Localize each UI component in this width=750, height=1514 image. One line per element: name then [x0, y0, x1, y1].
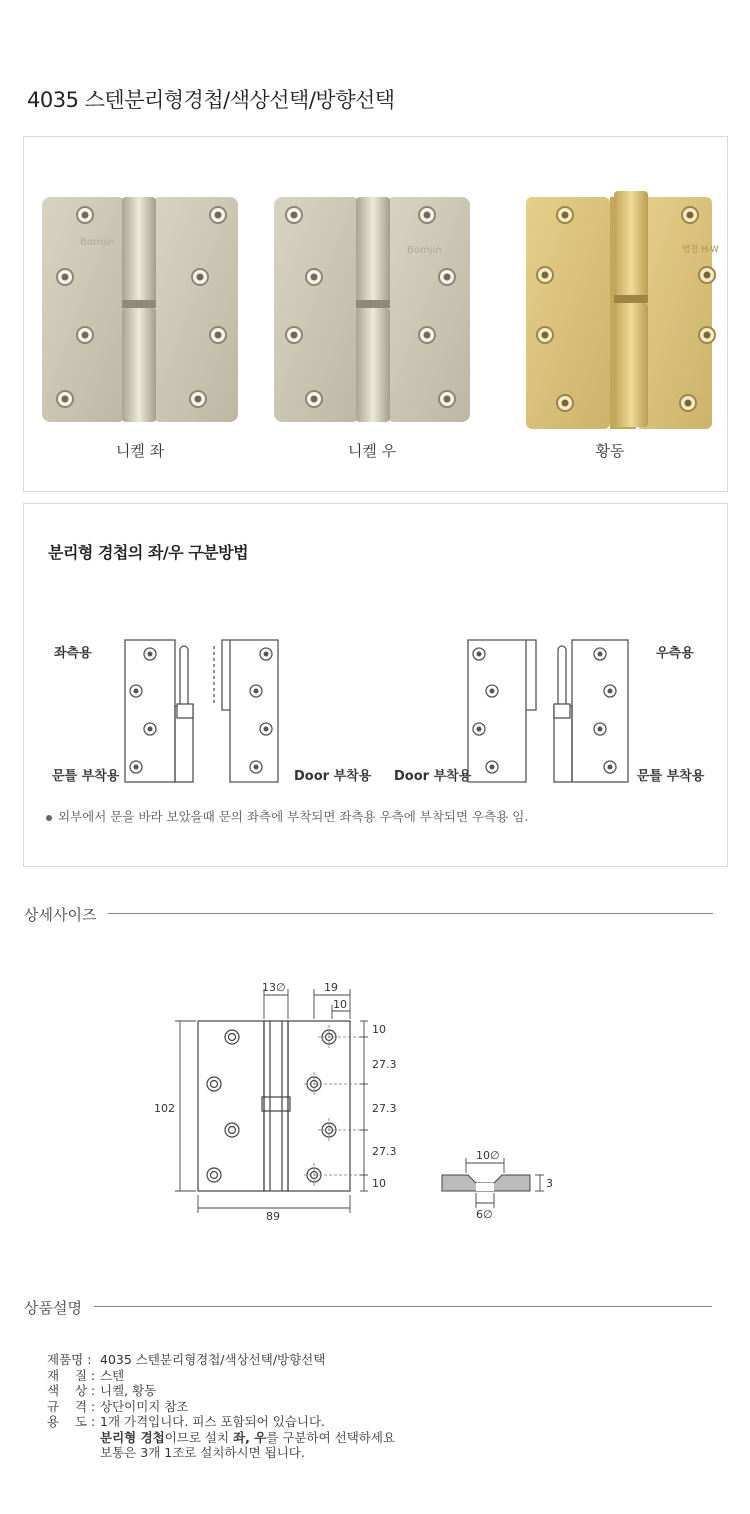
label-door-attach-right: Door 부착용: [394, 769, 472, 784]
dim-pin-13: 13∅: [262, 981, 286, 994]
section-heading-product: 상품설명: [24, 1299, 82, 1317]
dim-gap-1: 27.3: [372, 1058, 397, 1071]
label-right-use: 우측용: [656, 646, 694, 661]
options-panel: [23, 136, 728, 492]
spec-value: 상단이미지 참조: [100, 1398, 189, 1414]
spec-key: 색 상 :: [47, 1383, 96, 1398]
spec-row: [47, 1368, 395, 1384]
spec-key: 제품명 :: [47, 1352, 92, 1367]
hinge-nickel-right-image[interactable]: [272, 195, 472, 425]
hinge-nickel-left-image[interactable]: [40, 195, 240, 425]
spec-value: 4035 스텐분리형경첩/색상선택/방향선택: [100, 1352, 326, 1367]
spec-key: 규 격 :: [47, 1398, 96, 1414]
brand-mark: Bomjin: [407, 245, 442, 256]
section-divider: [94, 1306, 712, 1307]
right-use-diagram: [464, 634, 636, 786]
dim-width-10: 10: [333, 998, 347, 1011]
countersink-section: [442, 1149, 553, 1221]
left-right-guide-panel: [23, 503, 728, 867]
hinge-brass-image[interactable]: [502, 195, 719, 435]
guide-note-text: 외부에서 문을 바라 보았을때 문의 좌측에 부착되면 좌측용 우측에 부착되면 우측용 임.: [58, 809, 529, 824]
spec-value: 니켈, 황동: [100, 1383, 157, 1398]
dim-width-89: 89: [266, 1210, 280, 1223]
usage-text: 이므로 설치: [164, 1429, 234, 1445]
dim-hole-outer: 10∅: [476, 1149, 500, 1162]
guide-note: [46, 807, 528, 825]
spec-value: 스텐: [100, 1367, 125, 1383]
label-frame-attach-right: 문틀 부착용: [637, 769, 705, 784]
label-door-attach-left: Door 부착용: [294, 769, 372, 784]
left-use-diagram: [120, 634, 292, 786]
dim-hole-inner: 6∅: [476, 1208, 493, 1221]
usage-text: 를 구분하여 선택하세요: [266, 1429, 396, 1445]
section-divider: [108, 913, 713, 914]
dim-height-102: 102: [154, 1102, 175, 1115]
guide-title: 분리형 경첩의 좌/우 구분방법: [48, 543, 249, 562]
spec-key: 용 도 :: [47, 1414, 96, 1429]
label-frame-attach-left: 문틀 부착용: [52, 769, 120, 784]
dimension-drawing: [150, 975, 570, 1225]
option-caption-brass: 황동: [595, 442, 625, 460]
bullet-icon: [46, 815, 52, 821]
dim-gap-2: 27.3: [372, 1102, 397, 1115]
spec-row: [47, 1399, 395, 1415]
product-spec-list: [47, 1352, 395, 1461]
spec-key: 재 질 :: [47, 1367, 96, 1383]
brand-mark: 범진 H-W: [682, 245, 719, 255]
spec-value: 1개 가격입니다. 피스 포함되어 있습니다.: [100, 1414, 325, 1429]
option-caption-nickel-left: 니켈 좌: [115, 442, 165, 460]
page-title: 4035 스텐분리형경첩/색상선택/방향선택: [27, 88, 395, 112]
label-left-use: 좌측용: [54, 646, 92, 661]
brand-mark: Bomjin: [80, 237, 115, 248]
dim-gap-3: 27.3: [372, 1145, 397, 1158]
dim-top-10: 10: [372, 1023, 386, 1036]
spec-row: [47, 1352, 395, 1368]
usage-emphasis: 분리형 경첩: [100, 1429, 165, 1445]
usage-emphasis: 좌, 우: [233, 1429, 267, 1445]
usage-line-3: 보통은 3개 1조로 설치하시면 됩니다.: [100, 1445, 305, 1460]
dim-thickness: 3: [546, 1177, 553, 1190]
dim-width-19: 19: [324, 981, 338, 994]
spec-row: [47, 1414, 395, 1430]
option-caption-nickel-right: 니켈 우: [347, 442, 397, 460]
dim-bottom-10: 10: [372, 1177, 386, 1190]
spec-row: [47, 1383, 395, 1399]
usage-line-2: [47, 1430, 395, 1446]
section-heading-size: 상세사이즈: [24, 906, 97, 924]
